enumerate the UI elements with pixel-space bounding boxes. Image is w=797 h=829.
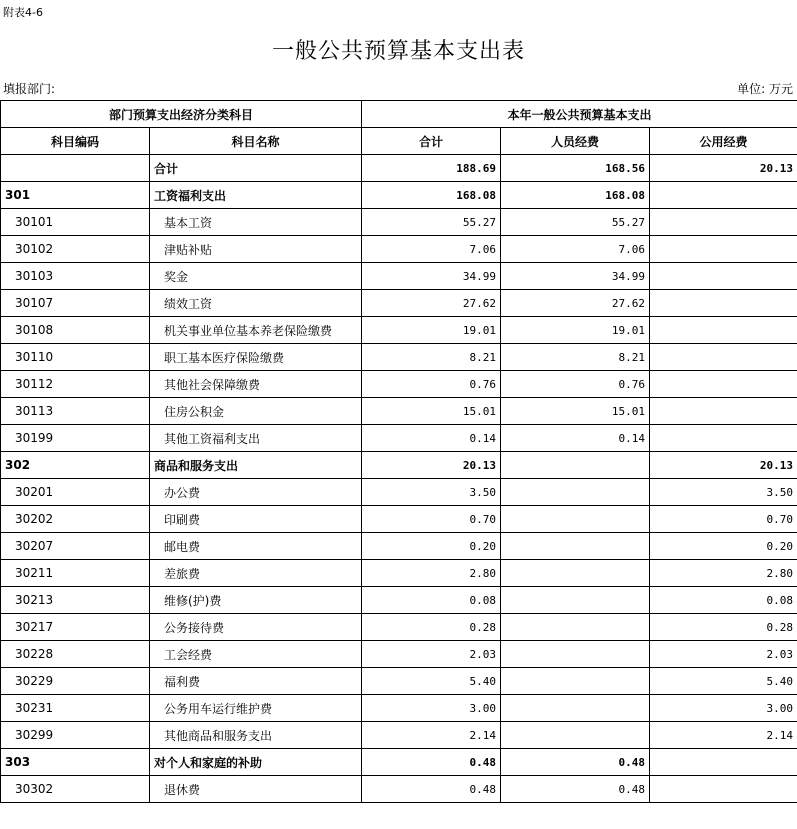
cell-name: 津贴补贴 (150, 236, 362, 263)
cell-name: 其他社会保障缴费 (150, 371, 362, 398)
table-row (1, 722, 797, 749)
cell-public (650, 236, 797, 263)
cell-public: 0.08 (650, 587, 797, 614)
table-row (1, 371, 797, 398)
table-row (1, 506, 797, 533)
cell-total: 20.13 (362, 452, 501, 479)
cell-personnel: 168.56 (501, 155, 650, 182)
cell-personnel: 8.21 (501, 344, 650, 371)
table-row (1, 452, 797, 479)
cell-personnel (501, 695, 650, 722)
cell-total: 0.08 (362, 587, 501, 614)
table-row (1, 425, 797, 452)
cell-code: 30231 (1, 695, 150, 722)
cell-total: 34.99 (362, 263, 501, 290)
cell-public (650, 182, 797, 209)
cell-total: 8.21 (362, 344, 501, 371)
table-row (1, 263, 797, 290)
cell-total: 7.06 (362, 236, 501, 263)
cell-code: 30102 (1, 236, 150, 263)
table-row (1, 641, 797, 668)
cell-public (650, 209, 797, 236)
table-row (1, 695, 797, 722)
cell-public: 20.13 (650, 155, 797, 182)
cell-code: 30113 (1, 398, 150, 425)
cell-name: 其他商品和服务支出 (150, 722, 362, 749)
cell-code: 30101 (1, 209, 150, 236)
cell-total: 0.48 (362, 776, 501, 803)
cell-name: 其他工资福利支出 (150, 425, 362, 452)
cell-total: 3.00 (362, 695, 501, 722)
cell-personnel (501, 533, 650, 560)
table-row (1, 344, 797, 371)
table-row (1, 236, 797, 263)
fill-department-label: 填报部门: (3, 82, 56, 96)
cell-public: 2.03 (650, 641, 797, 668)
column-header-code: 科目编码 (1, 128, 150, 155)
cell-personnel: 27.62 (501, 290, 650, 317)
cell-public: 0.28 (650, 614, 797, 641)
group-header-classification: 部门预算支出经济分类科目 (1, 101, 362, 128)
cell-public (650, 317, 797, 344)
cell-personnel: 19.01 (501, 317, 650, 344)
cell-code: 30207 (1, 533, 150, 560)
column-header-personnel: 人员经费 (501, 128, 650, 155)
cell-total: 0.28 (362, 614, 501, 641)
cell-public: 0.70 (650, 506, 797, 533)
cell-personnel: 0.76 (501, 371, 650, 398)
cell-public: 0.20 (650, 533, 797, 560)
cell-code: 30302 (1, 776, 150, 803)
cell-personnel (501, 668, 650, 695)
cell-personnel (501, 506, 650, 533)
cell-public: 3.00 (650, 695, 797, 722)
cell-total: 2.03 (362, 641, 501, 668)
page-title: 一般公共预算基本支出表 (271, 39, 525, 64)
cell-code: 30107 (1, 290, 150, 317)
cell-name: 公务接待费 (150, 614, 362, 641)
cell-name: 奖金 (150, 263, 362, 290)
cell-public (650, 749, 797, 776)
attachment-label: 附表4-6 (3, 6, 43, 19)
cell-name: 工会经费 (150, 641, 362, 668)
cell-total: 5.40 (362, 668, 501, 695)
table-row (1, 398, 797, 425)
cell-personnel: 168.08 (501, 182, 650, 209)
table-row (1, 668, 797, 695)
cell-public (650, 425, 797, 452)
cell-name: 邮电费 (150, 533, 362, 560)
cell-public (650, 344, 797, 371)
cell-code: 30108 (1, 317, 150, 344)
cell-total: 168.08 (362, 182, 501, 209)
column-header-name: 科目名称 (150, 128, 362, 155)
cell-personnel: 15.01 (501, 398, 650, 425)
cell-total: 3.50 (362, 479, 501, 506)
cell-code: 30112 (1, 371, 150, 398)
cell-name: 工资福利支出 (150, 182, 362, 209)
cell-personnel: 0.48 (501, 749, 650, 776)
cell-name: 职工基本医疗保险缴费 (150, 344, 362, 371)
cell-total: 0.48 (362, 749, 501, 776)
cell-name: 机关事业单位基本养老保险缴费 (150, 317, 362, 344)
cell-public: 3.50 (650, 479, 797, 506)
cell-personnel (501, 722, 650, 749)
cell-total: 19.01 (362, 317, 501, 344)
cell-personnel (501, 587, 650, 614)
cell-total: 0.20 (362, 533, 501, 560)
cell-name: 福利费 (150, 668, 362, 695)
budget-table (0, 100, 797, 803)
cell-public (650, 290, 797, 317)
cell-name: 基本工资 (150, 209, 362, 236)
cell-total: 15.01 (362, 398, 501, 425)
table-row (1, 290, 797, 317)
cell-code: 30199 (1, 425, 150, 452)
cell-code: 30201 (1, 479, 150, 506)
cell-code: 30211 (1, 560, 150, 587)
cell-personnel (501, 614, 650, 641)
cell-code: 302 (1, 452, 150, 479)
table-body (1, 155, 797, 803)
cell-code: 30217 (1, 614, 150, 641)
table-row (1, 749, 797, 776)
group-header-current-year: 本年一般公共预算基本支出 (362, 101, 797, 128)
table-row (1, 317, 797, 344)
cell-public: 5.40 (650, 668, 797, 695)
table-row (1, 533, 797, 560)
table-row (1, 155, 797, 182)
cell-total: 2.80 (362, 560, 501, 587)
cell-total: 27.62 (362, 290, 501, 317)
cell-name: 对个人和家庭的补助 (150, 749, 362, 776)
cell-public: 2.14 (650, 722, 797, 749)
cell-public: 20.13 (650, 452, 797, 479)
cell-total: 0.14 (362, 425, 501, 452)
table-row (1, 587, 797, 614)
cell-code: 301 (1, 182, 150, 209)
cell-public (650, 398, 797, 425)
cell-total: 2.14 (362, 722, 501, 749)
table-row (1, 209, 797, 236)
table-row (1, 614, 797, 641)
cell-code: 303 (1, 749, 150, 776)
cell-public (650, 263, 797, 290)
cell-code: 30228 (1, 641, 150, 668)
cell-code: 30202 (1, 506, 150, 533)
cell-personnel: 0.48 (501, 776, 650, 803)
cell-personnel (501, 560, 650, 587)
cell-total: 0.70 (362, 506, 501, 533)
cell-personnel (501, 479, 650, 506)
cell-name: 合计 (150, 155, 362, 182)
cell-code (1, 155, 150, 182)
cell-total: 55.27 (362, 209, 501, 236)
cell-name: 办公费 (150, 479, 362, 506)
table-row (1, 776, 797, 803)
cell-personnel (501, 641, 650, 668)
column-header-public: 公用经费 (650, 128, 797, 155)
cell-code: 30213 (1, 587, 150, 614)
table-row (1, 479, 797, 506)
table-row (1, 560, 797, 587)
cell-personnel: 7.06 (501, 236, 650, 263)
cell-name: 公务用车运行维护费 (150, 695, 362, 722)
column-header-total: 合计 (362, 128, 501, 155)
cell-code: 30229 (1, 668, 150, 695)
cell-code: 30299 (1, 722, 150, 749)
unit-label: 单位: 万元 (737, 82, 793, 96)
cell-public: 2.80 (650, 560, 797, 587)
cell-public (650, 776, 797, 803)
cell-name: 绩效工资 (150, 290, 362, 317)
cell-public (650, 371, 797, 398)
cell-personnel (501, 452, 650, 479)
cell-name: 退休费 (150, 776, 362, 803)
cell-name: 差旅费 (150, 560, 362, 587)
cell-personnel: 34.99 (501, 263, 650, 290)
cell-name: 维修(护)费 (150, 587, 362, 614)
cell-total: 0.76 (362, 371, 501, 398)
table-row (1, 182, 797, 209)
cell-name: 住房公积金 (150, 398, 362, 425)
cell-total: 188.69 (362, 155, 501, 182)
cell-name: 商品和服务支出 (150, 452, 362, 479)
cell-personnel: 55.27 (501, 209, 650, 236)
cell-personnel: 0.14 (501, 425, 650, 452)
cell-code: 30110 (1, 344, 150, 371)
cell-code: 30103 (1, 263, 150, 290)
cell-name: 印刷费 (150, 506, 362, 533)
